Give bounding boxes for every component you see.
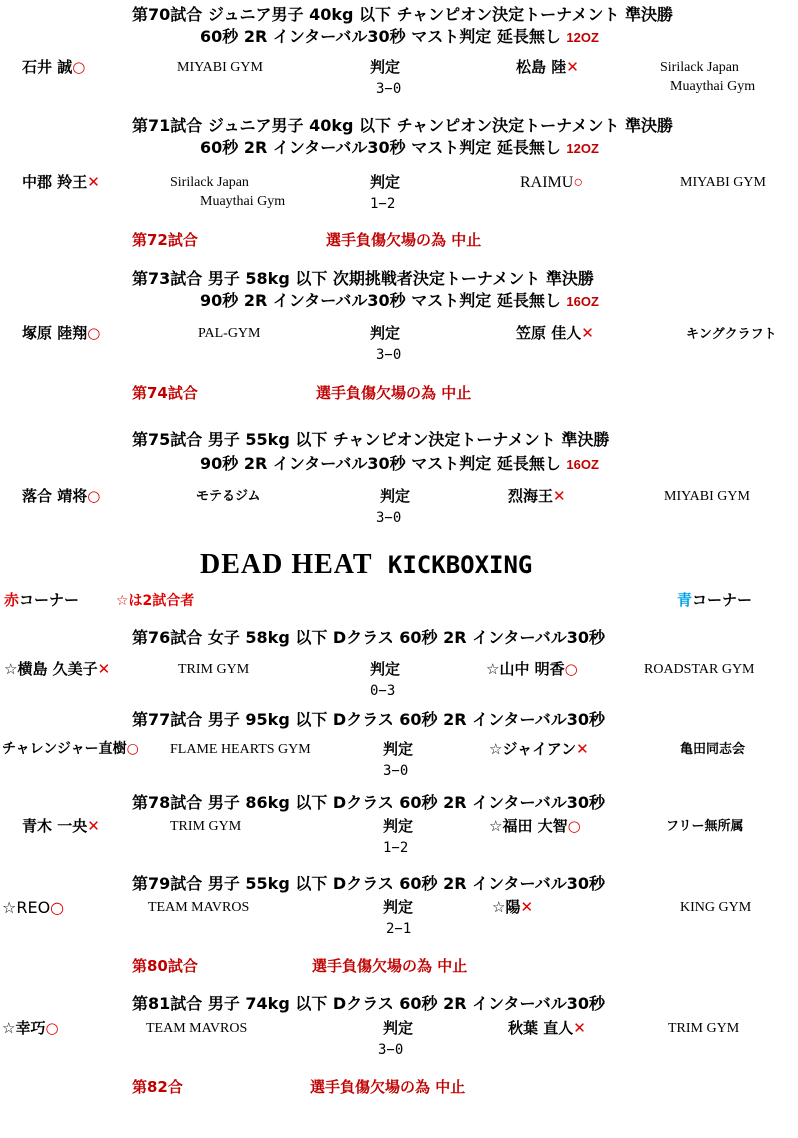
result-method: 判定 (383, 740, 414, 758)
loss-mark: ✕ (573, 1019, 586, 1037)
cancel-note: 選手負傷欠場の為 中止 (310, 1078, 466, 1096)
win-mark: ○ (87, 324, 101, 342)
judges-score: 0−3 (370, 683, 396, 699)
red-fighter: ☆幸巧○ (2, 1019, 59, 1037)
blue-gym: KING GYM (680, 900, 752, 915)
judges-score: 3−0 (376, 81, 402, 97)
blue-fighter: ☆福田 大智○ (489, 817, 581, 835)
blue-fighter: ☆山中 明香○ (486, 660, 578, 678)
glove-size: 16OZ (566, 294, 599, 309)
win-mark: ○ (564, 660, 578, 678)
judges-score: 3−0 (378, 1042, 404, 1058)
blue-fighter: ☆ジャイアン✕ (489, 740, 589, 758)
win-mark: ○ (50, 898, 65, 917)
red-gym: TEAM MAVROS (148, 900, 250, 915)
match-70-header: 第70試合 ジュニア男子 40kg 以下 チャンピオン決定トーナメント 準決勝 (132, 5, 674, 24)
match-71-header: 第71試合 ジュニア男子 40kg 以下 チャンピオン決定トーナメント 準決勝 (132, 116, 674, 135)
red-gym-line2: Muaythai Gym (200, 194, 286, 209)
blue-gym: MIYABI GYM (680, 175, 766, 190)
red-gym: TRIM GYM (170, 819, 242, 834)
two-fight-note: ☆は2試合者 (116, 593, 195, 609)
judges-score: 1−2 (370, 196, 396, 212)
judges-score: 1−2 (383, 840, 409, 856)
match-72-label: 第72試合 (132, 231, 198, 249)
loss-mark: ✕ (97, 660, 111, 678)
win-mark: ○ (87, 487, 101, 505)
result-method: 判定 (383, 1019, 414, 1037)
loss-mark: ✕ (566, 58, 579, 76)
red-fighter: チャレンジャー直樹○ (2, 741, 139, 757)
result-method: 判定 (383, 898, 414, 916)
blue-fighter: 松島 陸✕ (516, 58, 579, 76)
red-fighter: 青木 一央✕ (22, 817, 100, 835)
blue-fighter: 烈海王✕ (508, 487, 566, 505)
loss-mark: ✕ (87, 173, 100, 191)
cancel-note: 選手負傷欠場の為 中止 (326, 231, 482, 249)
judges-score: 3−0 (376, 510, 402, 526)
red-gym: モテるジム (196, 489, 261, 504)
judges-score: 2−1 (386, 921, 412, 937)
blue-gym: Sirilack Japan (660, 60, 739, 75)
judges-score: 3−0 (376, 347, 402, 363)
red-gym: TEAM MAVROS (146, 1021, 248, 1036)
match-81-header: 第81試合 男子 74kg 以下 Dクラス 60秒 2R インターバル30秒 (132, 994, 605, 1013)
red-fighter: 中郡 羚王✕ (22, 173, 100, 191)
blue-fighter: 笠原 佳人✕ (516, 324, 594, 342)
red-fighter: 落合 靖将○ (22, 487, 101, 505)
blue-gym: 亀田同志会 (680, 742, 746, 757)
match-73-header: 第73試合 男子 58kg 以下 次期挑戦者決定トーナメント 準決勝 (132, 269, 594, 288)
match-78-header: 第78試合 男子 86kg 以下 Dクラス 60秒 2R インターバル30秒 (132, 793, 605, 812)
loss-mark: ✕ (576, 740, 589, 758)
loss-mark: ✕ (553, 487, 566, 505)
blue-fighter: RAIMU○ (520, 174, 584, 191)
match-75-header: 第75試合 男子 55kg 以下 チャンピオン決定トーナメント 準決勝 (132, 430, 610, 449)
red-gym: TRIM GYM (178, 662, 250, 677)
loss-mark: ✕ (520, 898, 534, 916)
blue-gym: キングクラフト (686, 327, 777, 342)
result-method: 判定 (370, 660, 401, 678)
red-fighter: 石井 誠○ (22, 58, 86, 76)
red-fighter: 塚原 陸翔○ (22, 324, 101, 342)
win-mark: ○ (126, 741, 139, 757)
red-corner-label: 赤コーナー (4, 591, 80, 609)
blue-gym: MIYABI GYM (664, 489, 750, 504)
win-mark: ○ (72, 58, 86, 76)
match-74-label: 第74試合 (132, 384, 198, 402)
result-method: 判定 (370, 58, 401, 76)
glove-size: 12OZ (566, 30, 599, 45)
red-fighter: ☆横島 久美子✕ (4, 660, 111, 678)
result-method: 判定 (370, 173, 401, 191)
blue-gym: ROADSTAR GYM (644, 662, 755, 677)
blue-corner-label: 青コーナー (677, 591, 753, 609)
blue-gym: TRIM GYM (668, 1021, 740, 1036)
loss-mark: ✕ (581, 324, 594, 342)
match-77-header: 第77試合 男子 95kg 以下 Dクラス 60秒 2R インターバル30秒 (132, 710, 605, 729)
loss-mark: ✕ (87, 817, 100, 835)
judges-score: 3−0 (383, 763, 409, 779)
match-79-header: 第79試合 男子 55kg 以下 Dクラス 60秒 2R インターバル30秒 (132, 874, 605, 893)
blue-gym: フリー無所属 (666, 819, 744, 834)
result-method: 判定 (383, 817, 414, 835)
win-mark: ○ (573, 174, 584, 191)
win-mark: ○ (45, 1019, 59, 1037)
win-mark: ○ (567, 817, 581, 835)
match-76-header: 第76試合 女子 58kg 以下 Dクラス 60秒 2R インターバル30秒 (132, 628, 605, 647)
result-method: 判定 (370, 324, 401, 342)
match-71-rules: 60秒 2R インターバル30秒 マスト判定 延長無し 12OZ (200, 138, 599, 157)
match-75-rules: 90秒 2R インターバル30秒 マスト判定 延長無し 16OZ (200, 454, 599, 473)
match-73-rules: 90秒 2R インターバル30秒 マスト判定 延長無し 16OZ (200, 291, 599, 310)
match-82-label: 第82合 (132, 1078, 183, 1096)
match-80-label: 第80試合 (132, 957, 198, 975)
red-gym: Sirilack Japan (170, 175, 249, 190)
result-method: 判定 (380, 487, 411, 505)
cancel-note: 選手負傷欠場の為 中止 (312, 957, 468, 975)
red-gym: MIYABI GYM (177, 60, 263, 75)
red-gym: PAL-GYM (198, 326, 261, 341)
blue-fighter: ☆陽✕ (492, 898, 534, 916)
red-gym: FLAME HEARTS GYM (170, 742, 311, 757)
blue-fighter: 秋葉 直人✕ (508, 1019, 586, 1037)
event-title: DEAD HEAT KICKBOXING (200, 549, 533, 580)
cancel-note: 選手負傷欠場の為 中止 (316, 384, 472, 402)
blue-gym-line2: Muaythai Gym (670, 79, 756, 94)
red-fighter: ☆REO○ (2, 898, 65, 917)
glove-size: 16OZ (566, 457, 599, 472)
glove-size: 12OZ (566, 141, 599, 156)
match-70-rules: 60秒 2R インターバル30秒 マスト判定 延長無し 12OZ (200, 27, 599, 46)
